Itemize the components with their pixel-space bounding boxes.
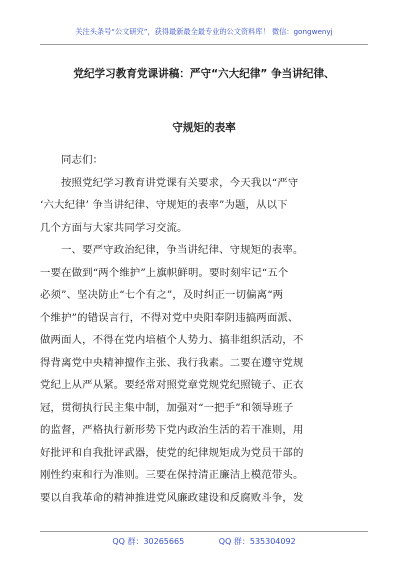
body-line: 同志们：: [61, 154, 104, 166]
footer-divider: [40, 531, 368, 532]
body-line: 党纪上从严从紧。要经常对照党章党规党纪照镜子、正衣: [40, 379, 304, 391]
document-title-line-1: 党纪学习教育党课讲稿：严守“六大纪律” 争当讲纪律、: [73, 68, 335, 80]
body-line: ‘六大纪律’ 争当讲纪律、守规矩的表率”为题，从以下: [40, 199, 288, 211]
footer-qq-group-1: QQ 群：30265665: [112, 537, 185, 546]
document-body: [40, 149, 360, 509]
body-line: 好批评和自我批评武器，使党的纪律规矩成为党员干部的: [40, 446, 304, 459]
body-line: 冠，贯彻执行民主集中制，加强对“一把手”和领导班子: [40, 401, 294, 414]
body-line: 必须”、坚决防止“七个有之”，及时纠正一切偏离“两: [40, 289, 284, 301]
body-line: 的监督，严格执行新形势下党内政治生活的若干准则，用: [40, 424, 304, 436]
header-note: 关注头条号“公文研究”，获得最新最全最专业的公文资料库！ 微信：gongwenyj: [75, 27, 333, 36]
body-line: 一、要严守政治纪律，争当讲纪律、守规矩的表率。: [61, 244, 304, 256]
body-line: 几个方面与大家共同学习交流。: [40, 221, 188, 234]
body-line: 要以自我革命的精神推进党风廉政建设和反腐败斗争，发: [40, 491, 304, 504]
header-divider: [40, 44, 368, 45]
footer: [0, 536, 408, 547]
document-title-line-2: 守规矩的表率: [172, 122, 236, 134]
body-line: 得背离党中央精神擅作主张、我行我素。二要在遵守党规: [40, 356, 304, 369]
body-line: 一要在做到“两个维护”上旗帜鲜明。要时刻牢记“五个: [40, 266, 289, 279]
body-line: 刚性约束和行为准则。三要在保持清正廉洁上模范带头。: [40, 469, 304, 481]
body-line: 做两面人，不得在党内培植个人势力、搞非组织活动，不: [40, 334, 304, 346]
body-line: 按照党纪学习教育讲党课有关要求，今天我以“严守: [61, 176, 299, 189]
footer-qq-group-2: QQ 群：535304092: [218, 537, 296, 546]
body-line: 个维护”的错误言行，不得对党中央阳奉阴违搞两面派、: [40, 311, 299, 324]
